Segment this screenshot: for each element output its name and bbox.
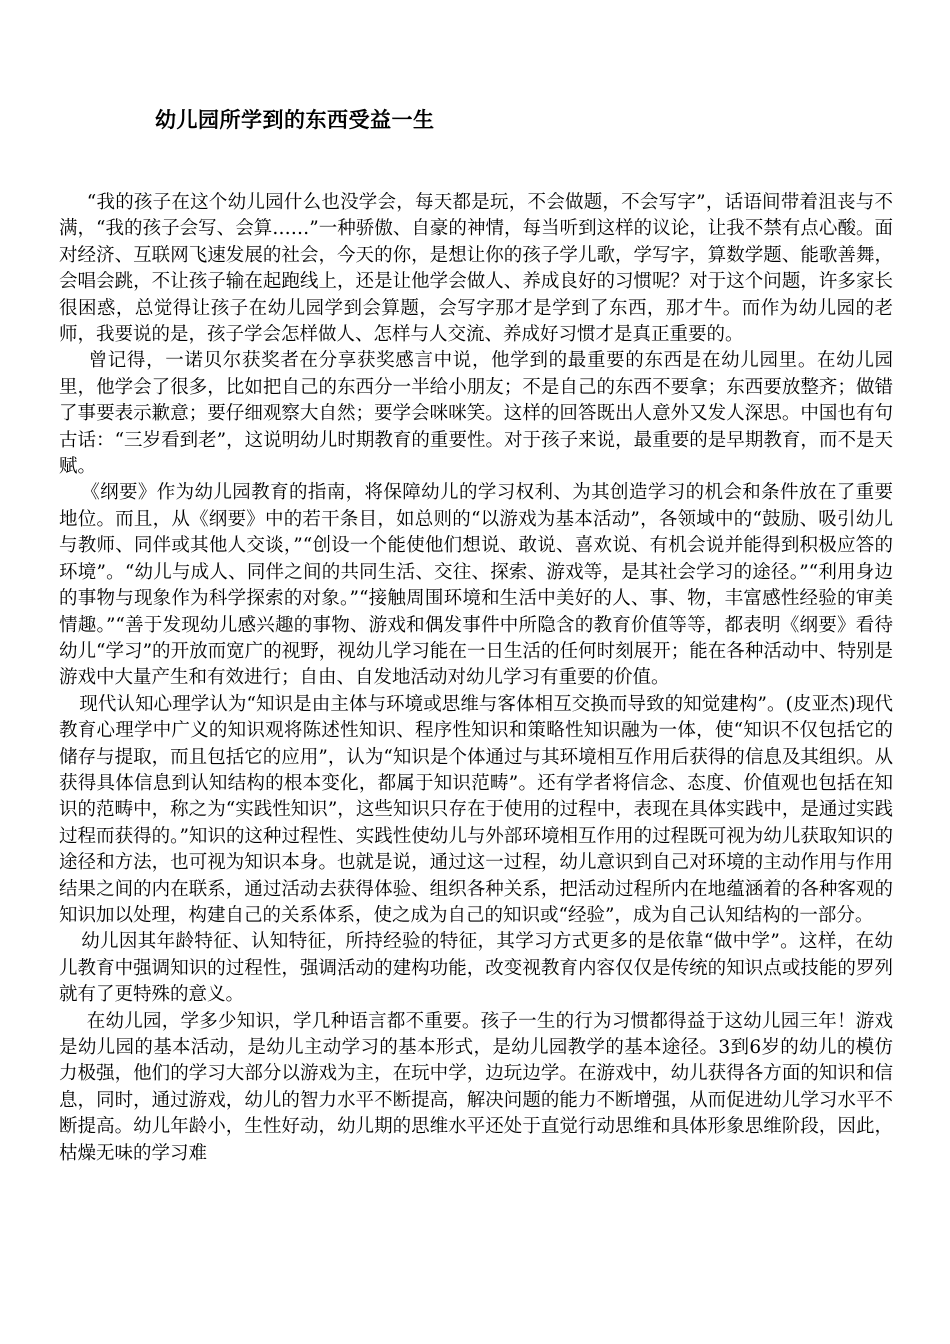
paragraph-5: 幼儿因其年龄特征、认知特征，所持经验的特征，其学习方式更多的是依靠“做中学”。这样，在幼儿教育中强调知识的过程性，强调活动的建构功能，改变视教育内容仅仅是传统的知识点或技能的罗列就有了更特殊的意义。 bbox=[59, 931, 893, 1006]
paragraph-4: 现代认知心理学认为“知识是由主体与环境或思维与客体相互交换而导致的知觉建构”。(皮亚杰)现代教育心理学中广义的知识观将陈述性知识、程序性知识和策略性知识融为一体，使“知识不仅包括它的储存与提取，而且包括它的应用”，认为“知识是个体通过与其环境相互作用后获得的信息及其组织。从获得具体信息到认知结构的根本变化，都属于知识范畴”。还有学者将信念、态度、价值观也包括在知识的范畴中，称之为“实践性知识”，这些知识只存在于使用的过程中，表现在具体实践中，是通过实践过程而获得的。”知识的这种过程性、实践性使幼儿与外部环境相互作用的过程既可视为幼儿获取知识的途径和方法，也可视为知识本身。也就是说，通过这一过程，幼儿意识到自己对环境的主动作用与作用结果之间的内在联系，通过活动去获得体验、组织各种关系，把活动过程所内在地蕴涵着的各种客观的知识加以处理，构建自己的关系体系，使之成为自己的知识或“经验”，成为自己认知结构的一部分。 bbox=[59, 693, 893, 926]
document-body bbox=[59, 190, 893, 1167]
paragraph-2: 曾记得，一诺贝尔获奖者在分享获奖感言中说，他学到的最重要的东西是在幼儿园里。在幼儿园里，他学会了很多，比如把自己的东西分一半给小朋友；不是自己的东西不要拿；东西要放整齐；做错了事要表示歉意；要仔细观察大自然；要学会咪咪笑。这样的回答既出人意外又发人深思。中国也有句古话：“三岁看到老”，这说明幼儿时期教育的重要性。对于孩子来说，最重要的是早期教育，而不是天赋。 bbox=[59, 350, 893, 478]
document-title: 幼儿园所学到的东西受益一生 bbox=[155, 107, 435, 132]
paragraph-1: “我的孩子在这个幼儿园什么也没学会，每天都是玩，不会做题，不会写字”，话语间带着沮丧与不满，“我的孩子会写、会算……”一种骄傲、自豪的神情，每当听到这样的议论，让我不禁有点心酸。面对经济、互联网飞速发展的社会，今天的你，是想让你的孩子学儿歌，学写字，算数学题、能歌善舞，会唱会跳，不让孩子输在起跑线上，还是让他学会做人、养成良好的习惯呢？对于这个问题，许多家长很困惑，总觉得让孩子在幼儿园学到会算题，会写字那才是学到了东西，那才牛。而作为幼儿园的老师，我要说的是，孩子学会怎样做人、怎样与人交流、养成好习惯才是真正重要的。 bbox=[59, 192, 893, 346]
paragraph-6: 在幼儿园，学多少知识，学几种语言都不重要。孩子一生的行为习惯都得益于这幼儿园三年！游戏是幼儿园的基本活动，是幼儿主动学习的基本形式，是幼儿园教学的基本途径。3到6岁的幼儿的模仿力极强，他们的学习大部分以游戏为主，在玩中学，边玩边学。在游戏中，幼儿获得各方面的知识和信息，同时，通过游戏，幼儿的智力水平不断提高，解决问题的能力不断增强，从而促进幼儿学习水平不断提高。幼儿年龄小，生性好动，幼儿期的思维水平还处于直觉行动思维和具体形象思维阶段，因此，枯燥无味的学习难 bbox=[59, 1010, 893, 1164]
paragraph-3: 《纲要》作为幼儿园教育的指南，将保障幼儿的学习权利、为其创造学习的机会和条件放在了重要地位。而且，从《纲要》中的若干条目，如总则的“以游戏为基本活动”，各领域中的“鼓励、吸引幼儿与教师、同伴或其他人交谈，”“创设一个能使他们想说、敢说、喜欢说、有机会说并能得到积极应答的环境”。“幼儿与成人、同伴之间的共同生活、交往、探索、游戏等，是其社会学习的途径。”“利用身边的事物与现象作为科学探索的对象。”“接触周围环境和生活中美好的人、事、物，丰富感性经验的审美情趣。”“善于发现幼儿感兴趣的事物、游戏和偶发事件中所隐含的教育价值等等，都表明《纲要》看待幼儿“学习”的开放而宽广的视野，视幼儿学习能在一日生活的任何时刻展开；能在各种活动中、特别是游戏中大量产生和有效进行；自由、自发地活动对幼儿学习有重要的价值。 bbox=[59, 482, 893, 689]
